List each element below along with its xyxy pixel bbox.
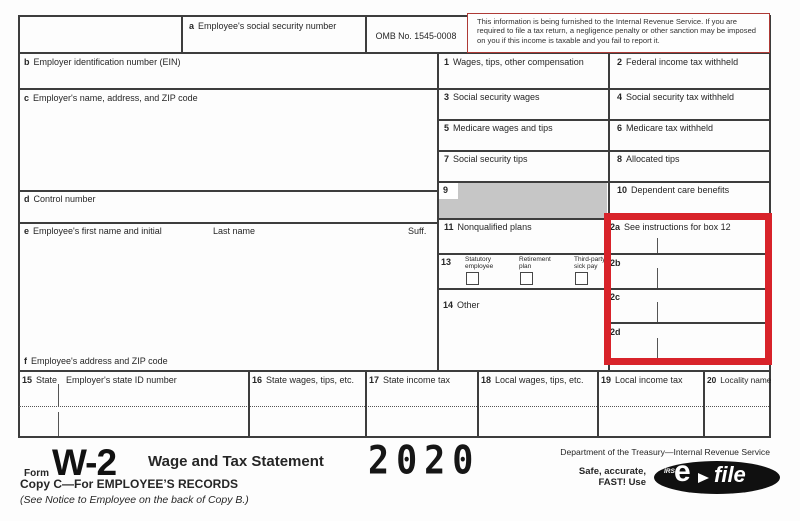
- form-line: [18, 15, 20, 438]
- field-e-label: e Employee's first name and initial: [24, 226, 162, 236]
- form-line: [18, 370, 770, 372]
- field-f-label: f Employee's address and ZIP code: [24, 356, 168, 366]
- box9-label: 9: [443, 185, 449, 195]
- form-line: [437, 119, 770, 121]
- form-number: W-2: [52, 442, 117, 483]
- form-line: [18, 88, 770, 90]
- box17-label: 17 State income tax: [369, 375, 451, 385]
- box6-label: 6 Medicare tax withheld: [617, 123, 714, 133]
- efile-logo: [654, 455, 780, 494]
- third-party-sick-pay-checkbox: [575, 272, 588, 285]
- efile-file-text: file: [714, 462, 746, 487]
- box20-label: 20 Locality name: [707, 375, 772, 385]
- omb-number: OMB No. 1545-0008: [375, 31, 457, 41]
- form-line: [18, 190, 437, 192]
- tax-year: 2020: [368, 438, 481, 484]
- box19-label: 19 Local income tax: [601, 375, 683, 385]
- box3-label: 3 Social security wages: [444, 92, 540, 102]
- retirement-plan-checkbox: [520, 272, 533, 285]
- copy-line: Copy C—For EMPLOYEE’S RECORDS: [20, 477, 239, 491]
- form-line: [365, 370, 367, 437]
- field-a-letter: a: [189, 21, 195, 31]
- box7-label: 7 Social security tips: [444, 154, 528, 164]
- form-title: Wage and Tax Statement: [148, 453, 324, 470]
- form-dotted-line: [19, 406, 769, 407]
- efile-e-text: e: [674, 455, 691, 488]
- box13-retirement-label: Retirement plan: [519, 256, 551, 270]
- box10-label: 10 Dependent care benefits: [617, 185, 730, 195]
- irs-notice-box: [467, 13, 770, 53]
- form-line: [437, 150, 770, 152]
- efile-arrow-icon: [698, 473, 709, 483]
- form-word: Form: [24, 468, 49, 479]
- state-divider: [58, 412, 59, 436]
- form-line: [248, 370, 250, 437]
- form-line: [477, 370, 479, 437]
- box12b-label: 12b: [605, 258, 621, 268]
- field-d-label: d Control number: [24, 194, 96, 204]
- box12c-label: 12c: [605, 292, 621, 302]
- box2-label: 2 Federal income tax withheld: [617, 57, 739, 67]
- field-b-label: b Employer identification number (EIN): [24, 57, 181, 67]
- box12-highlight-rectangle: [604, 213, 772, 365]
- box14-label: 14 Other: [443, 300, 480, 310]
- box8-label: 8 Allocated tips: [617, 154, 680, 164]
- box5-label: 5 Medicare wages and tips: [444, 123, 553, 133]
- box13-label: 13: [441, 257, 452, 267]
- irs-notice-text: This information is being furnished to the Internal Revenue Service. If you are required to file a tax return, a negligence penalty or other sanction may be imposed on you if this income is taxable and you fail to report it.: [477, 17, 757, 45]
- box16-label: 16 State wages, tips, etc.: [252, 375, 355, 385]
- box12a-label: 12a See instructions for box 12: [605, 222, 731, 232]
- box11-label: 11 Nonqualified plans: [444, 222, 532, 232]
- form-line: [703, 370, 705, 437]
- box18-label: 18 Local wages, tips, etc.: [481, 375, 584, 385]
- field-c-label: c Employer's name, address, and ZIP code: [24, 93, 198, 103]
- state-divider: [58, 384, 59, 406]
- box9-shaded-area: [439, 183, 607, 218]
- box15-stateid-label: Employer's state ID number: [66, 375, 177, 385]
- box15-label: 15 State: [22, 375, 58, 385]
- field-e-suffix-label: Suff.: [408, 226, 427, 236]
- statutory-employee-checkbox: [466, 272, 479, 285]
- box13-sickpay-label: Third-party sick pay: [574, 256, 606, 270]
- form-line: [181, 15, 183, 52]
- department-line: Department of the Treasury—Internal Revenue Service: [560, 447, 770, 457]
- form-line: [597, 370, 599, 437]
- box1-label: 1 Wages, tips, other compensation: [444, 57, 584, 67]
- form-line: [18, 222, 437, 224]
- efile-tagline: Safe, accurate, FAST! Use: [578, 466, 646, 488]
- box13-statutory-label: Statutory employee: [465, 256, 494, 270]
- field-a-label: a Employee's social security number: [189, 21, 337, 31]
- box12d-label: 12d: [605, 327, 621, 337]
- efile-irs-text: IRS: [664, 468, 675, 475]
- field-e-lastname-label: Last name: [213, 226, 256, 236]
- copy-note: (See Notice to Employee on the back of Copy B.): [20, 494, 249, 506]
- box4-label: 4 Social security tax withheld: [617, 92, 735, 102]
